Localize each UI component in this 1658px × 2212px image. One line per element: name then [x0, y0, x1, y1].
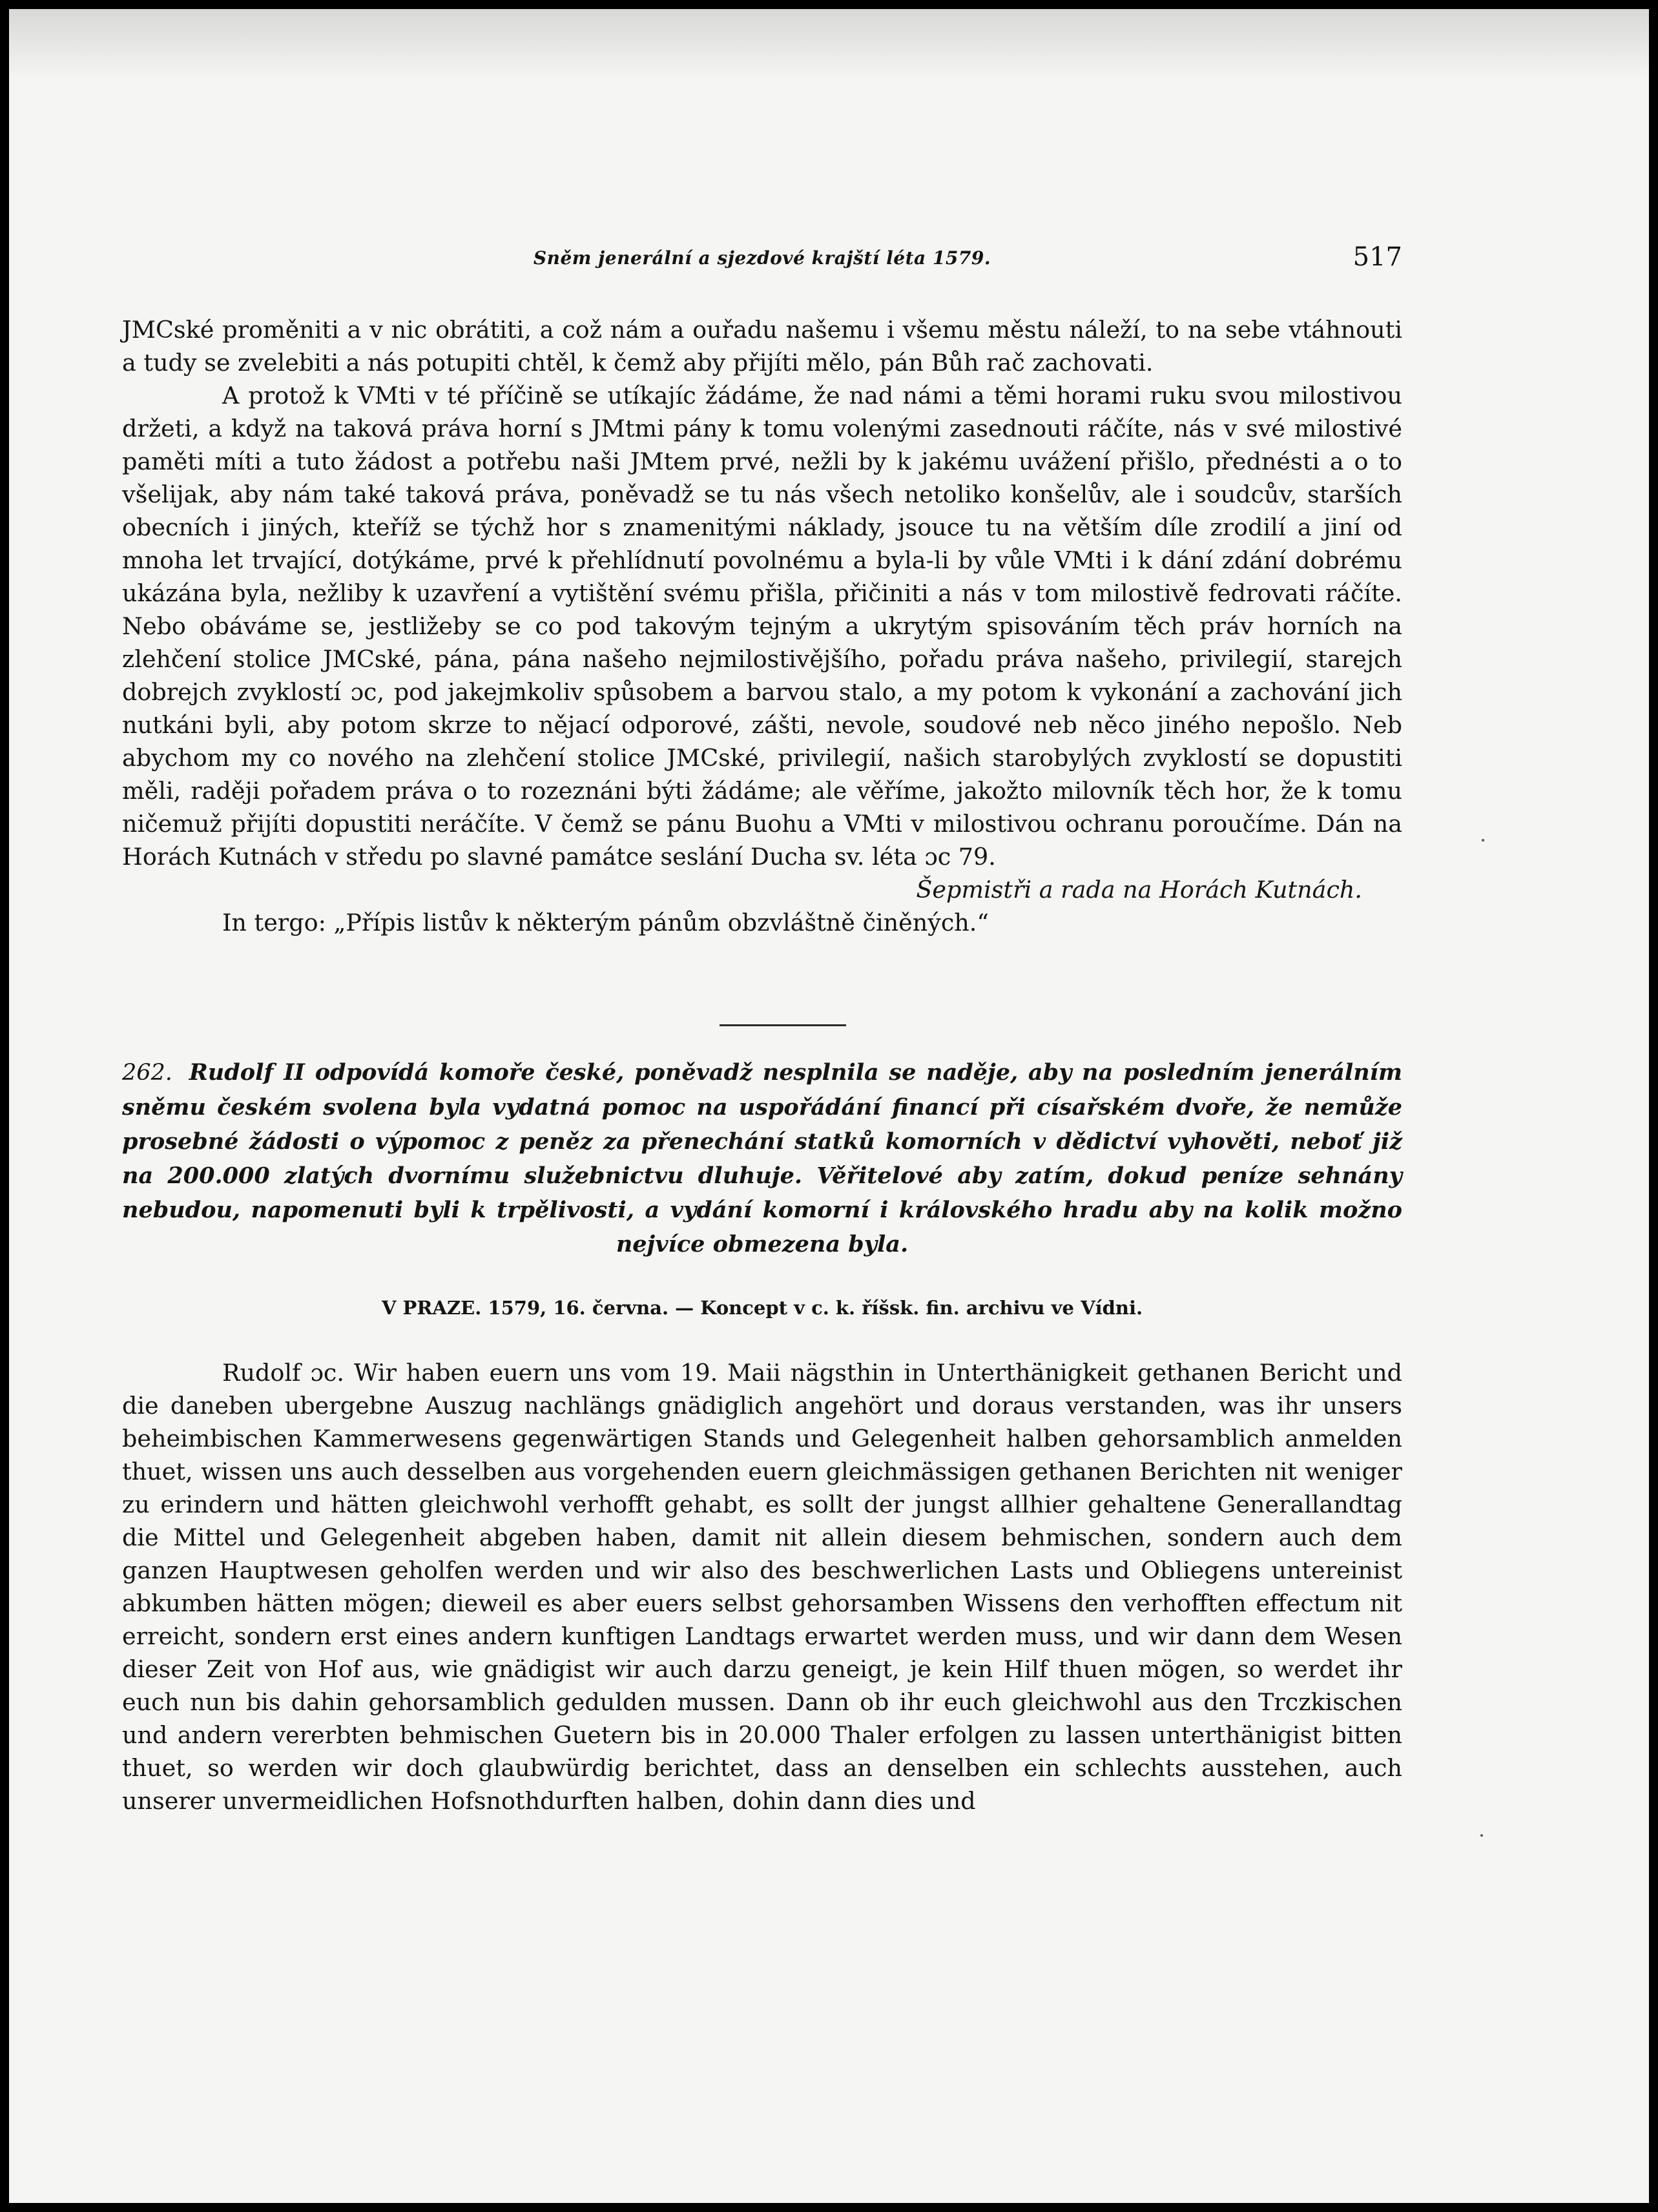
- document-summary: [122, 1055, 1402, 1261]
- book-page: [9, 9, 1649, 2203]
- letter-text: [122, 313, 1402, 939]
- letter-paragraph-1: JMCské proměniti a v nic obrátiti, a což nám a ouřadu našemu i všemu městu náleží, to na sebe vtáhnouti a tudy se zvelebiti a nás potupiti chtěl, k čemž aby přijíti mělo, pán Bůh rač zachovati.: [122, 316, 1402, 377]
- scan-shadow: [9, 9, 1649, 80]
- section-divider: [720, 1024, 846, 1026]
- scan-speck: [1480, 1834, 1483, 1837]
- page-number: 517: [1352, 242, 1402, 272]
- running-title: Sněm jenerální a sjezdové krajští léta 1579.: [533, 247, 991, 269]
- letter-paragraph-2: A protož k VMti v té příčině se utíkajíc žádáme, že nad námi a těmi horami ruku svou milostivou držeti, a když na taková práva horní s JMtmi pány k tomu volenými zasednouti ráčíte, nás v své milostivé paměti míti a tuto žádost a potřebu naši JMtem prvé, nežli by k jakému uvážení přišlo, přednésti a o to všelijak, aby nám také taková práva, poněvadž se tu nás všech netoliko konšelův, ale i soudcův, starších obecních i jiných, kteříž se týchž hor s znamenitými náklady, jsouce tu na větším díle zrodilí a jiní od mnoha let trvající, dotýkáme, prvé k přehlídnutí povolnému a byla-li by vůle VMti i k dání zdání dobrému ukázána byla, nežliby k uzavření a vytištění svému přišla, přičiniti a nás v tom milostivě fedrovati ráčíte. Nebo obáváme se, jestližeby se co pod takovým tejným a ukrytým spisováním těch práv horních na zlehčení stolice JMCské, pána, pána našeho nejmilostivějšího, pořadu práva našeho, privilegií, starejch dobrejch zvyklostí ɔc, pod jakejmkoliv spůsobem a barvou stalo, a my potom k vykonání a zachování jich nutkáni byli, aby potom skrze to nějací odporové, zášti, nevole, soudové neb něco jiného nepošlo. Neb abychom my co nového na zlehčení stolice JMCské, privilegií, našich starobylých zvyklostí se dopustiti měli, raději pořadem práva o to rozeznáni býti žádáme; ale věříme, jakožto milovník těch hor, že k tomu ničemuž přijíti dopustiti neráčíte. V čemž se pánu Buohu a VMti v milostivou ochranu poroučíme. Dán na Horách Kutnách v středu po slavné památce seslání Ducha sv. léta ɔc 79.: [122, 382, 1402, 871]
- document-source-line: V PRAZE. 1579, 16. června. — Koncept v c. k. říšsk. fin. archivu ve Vídni.: [381, 1297, 1143, 1319]
- scan-speck: [1482, 839, 1484, 842]
- in-tergo-note: In tergo: „Přípis listův k některým pánům obzvláštně činěných.“: [222, 909, 990, 936]
- document-number: 262.: [122, 1060, 172, 1086]
- summary-text: Rudolf II odpovídá komoře české, poněvadž nesplnila se naděje, aby na posledním jenerálním sněmu českém svolena byla vydatná pomoc na uspořádání financí při císařském dvoře, že nemůže prosebné žádosti o výpomoc z peněz za přenechání statků komorních v dědictví vyhověti, neboť již na 200.000 zlatých dvornímu služebnictvu dluhuje. Věřitelové aby zatím, dokud peníze sehnány nebudou, napomenuti byli k trpělivosti, a vydání komorní i královského hradu aby na kolik možno nejvíce obmezena byla.: [122, 1059, 1403, 1257]
- letter-signature: Šepmistři a rada na Horách Kutnách.: [916, 876, 1362, 904]
- page-header: [122, 242, 1402, 281]
- document-body-paragraph: Rudolf ɔc. Wir haben euern uns vom 19. Maii nägsthin in Unterthänigkeit gethanen Bericht und die daneben ubergebne Auszug nachlängs gnädiglich angehört und doraus verstanden, was ihr unsers beheimbischen Kammerwesens gegenwärtigen Stands und Gelegenheit halben gehorsamblich anmelden thuet, wissen uns auch desselben aus vorgehenden euern gleichmässigen gethanen Berichten nit weniger zu erindern und hätten gleichwohl verhofft gehabt, es sollt der jungst allhier gehaltene Generallandtag die Mittel und Gelegenheit abgeben haben, damit nit allein diesem behmischen, sondern auch dem ganzen Hauptwesen geholfen werden und wir also des beschwerlichen Lasts und Obliegens untereinist abkumben hätten mögen; dieweil es aber euers selbst gehorsamben Wissens den verhofften effectum nit erreicht, sondern erst eines andern kunftigen Landtags erwartet werden muss, und wir dann dem Wesen dieser Zeit von Hof aus, wie gnädigist wir auch darzu geneigt, je kein Hilf thuen mögen, so werdet ihr euch nun bis dahin gehorsamblich gedulden mussen. Dann ob ihr euch gleichwohl aus den Trczkischen und andern vererbten behmischen Guetern bis in 20.000 Thaler erfolgen zu lassen unterthänigist bitten thuet, so werden wir doch glaubwürdig berichtet, dass an denselben ein schlechts ausstehen, auch unserer unvermeidlichen Hofsnothdurften halben, dohin dann dies und: [122, 1359, 1402, 1815]
- document-body: [122, 1356, 1402, 1817]
